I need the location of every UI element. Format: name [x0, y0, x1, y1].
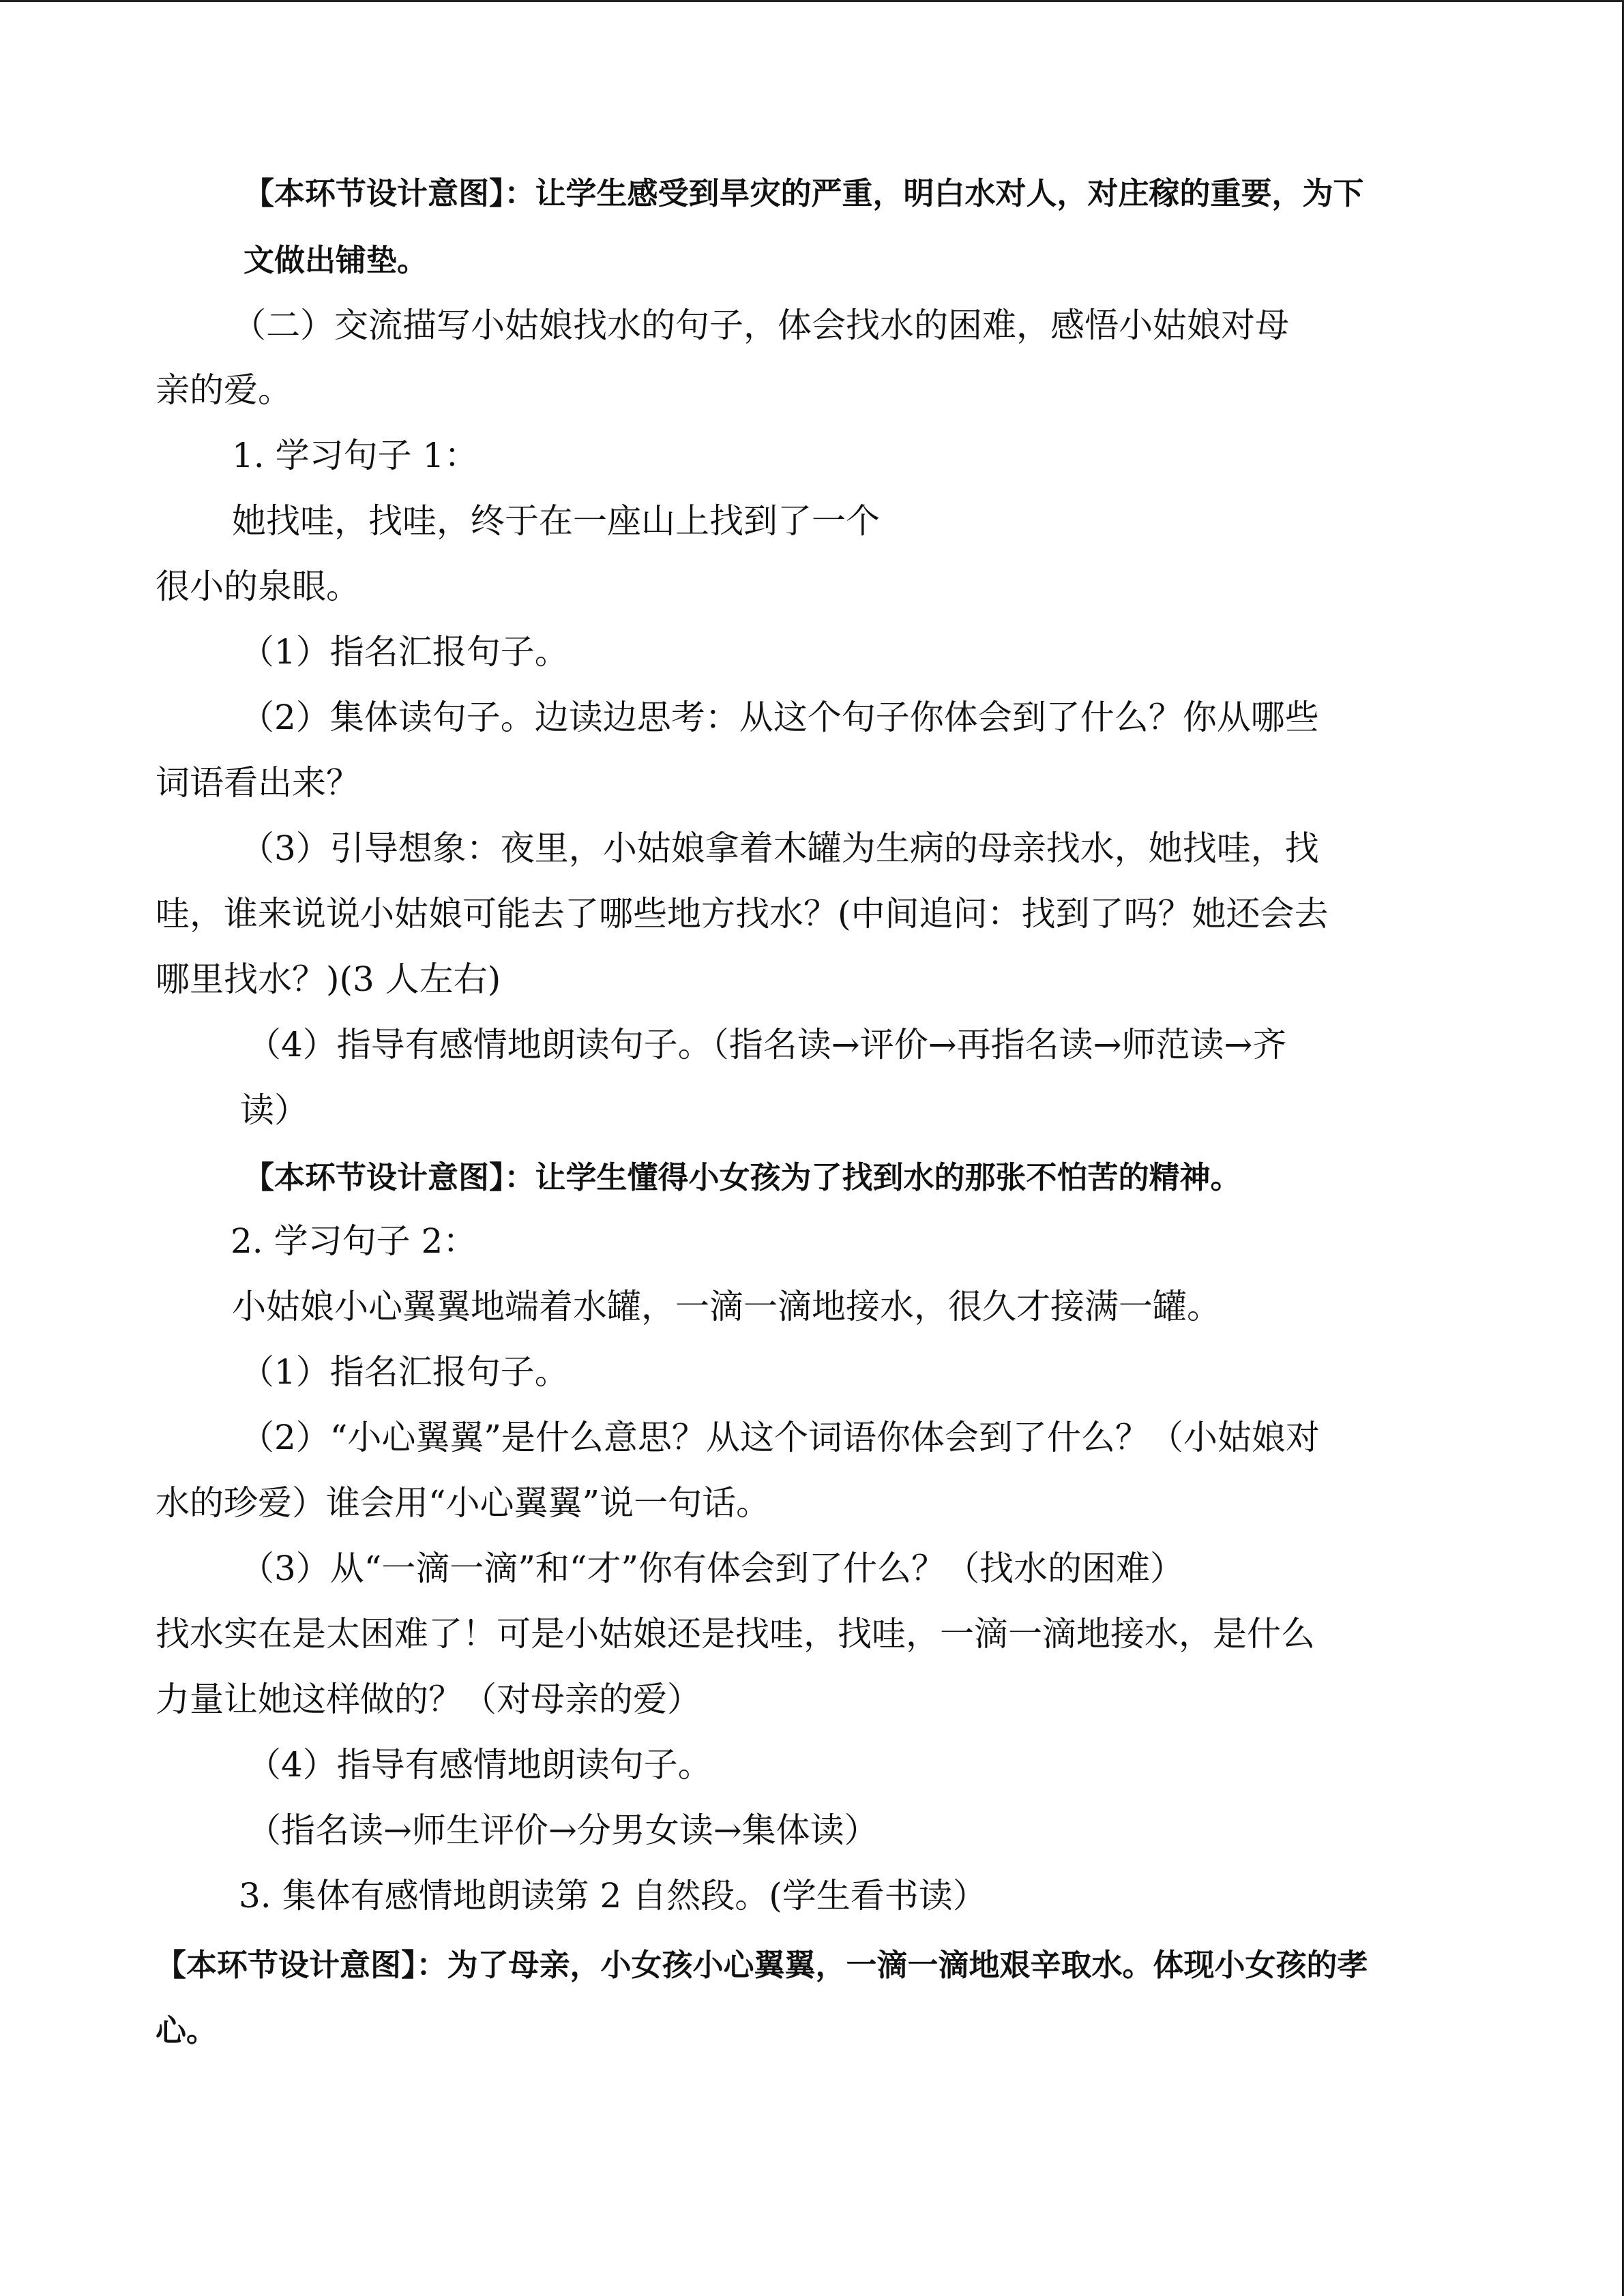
step-item: （2）集体读句子。边读边思考：从这个句子你体会到了什么？你从哪些: [240, 698, 1319, 737]
design-intent-note-cont: 心。: [156, 2012, 218, 2048]
paragraph-line: 力量让她这样做的？（对母亲的爱）: [156, 1680, 701, 1719]
step-item: （4）指导有感情地朗读句子。（指名读→评价→再指名读→师范读→齐: [247, 1025, 1287, 1064]
step-item: （1）指名汇报句子。: [240, 1352, 569, 1392]
step-item: （3）从“一滴一滴”和“才”你有体会到了什么？（找水的困难）: [240, 1549, 1185, 1588]
paragraph-line: 读）: [240, 1090, 308, 1130]
section-heading: （二）交流描写小姑娘找水的句子，体会找水的困难，感悟小姑娘对母: [232, 305, 1289, 345]
quoted-sentence: 她找哇，找哇，终于在一座山上找到了一个: [232, 501, 880, 541]
page-border-top: [0, 0, 1624, 2]
quoted-sentence-cont: 很小的泉眼。: [156, 567, 360, 606]
design-intent-note: 【本环节设计意图】：让学生感受到旱灾的严重，明白水对人，对庄稼的重要，为下: [243, 175, 1364, 211]
design-intent-note: 【本环节设计意图】：为了母亲，小女孩小心翼翼，一滴一滴地艰辛取水。体现小女孩的孝: [156, 1947, 1368, 1983]
step-item: （3）引导想象：夜里，小姑娘拿着木罐为生病的母亲找水，她找哇，找: [240, 829, 1319, 868]
quoted-sentence: 小姑娘小心翼翼地端着水罐，一滴一滴地接水，很久才接满一罐。: [232, 1287, 1221, 1326]
step-item: （2）“小心翼翼”是什么意思？从这个词语你体会到了什么？（小姑娘对: [240, 1418, 1320, 1457]
design-intent-note-cont: 文做出铺垫。: [243, 242, 428, 278]
subheading: 2. 学习句子 2：: [231, 1221, 477, 1261]
paragraph-line: （指名读→师生评价→分男女读→集体读）: [247, 1810, 879, 1850]
step-item: （4）指导有感情地朗读句子。: [247, 1745, 712, 1785]
paragraph-line: 亲的爱。: [156, 370, 292, 410]
paragraph-line: 找水实在是太困难了！可是小姑娘还是找哇，找哇，一滴一滴地接水，是什么: [156, 1614, 1315, 1654]
paragraph-line: 词语看出来？: [156, 763, 360, 803]
subheading: 3. 集体有感情地朗读第 2 自然段。(学生看书读）: [239, 1876, 987, 1915]
paragraph-line: 水的珍爱）谁会用“小心翼翼”说一句话。: [156, 1483, 771, 1523]
step-item: （1）指名汇报句子。: [240, 632, 569, 672]
paragraph-line: 哇，谁来说说小姑娘可能去了哪些地方找水？(中间追问：找到了吗？她还会去: [156, 894, 1329, 934]
paragraph-line: 哪里找水？)(3 人左右): [156, 959, 501, 999]
subheading: 1. 学习句子 1：: [232, 436, 479, 475]
design-intent-note: 【本环节设计意图】：让学生懂得小女孩为了找到水的那张不怕苦的精神。: [243, 1159, 1241, 1195]
